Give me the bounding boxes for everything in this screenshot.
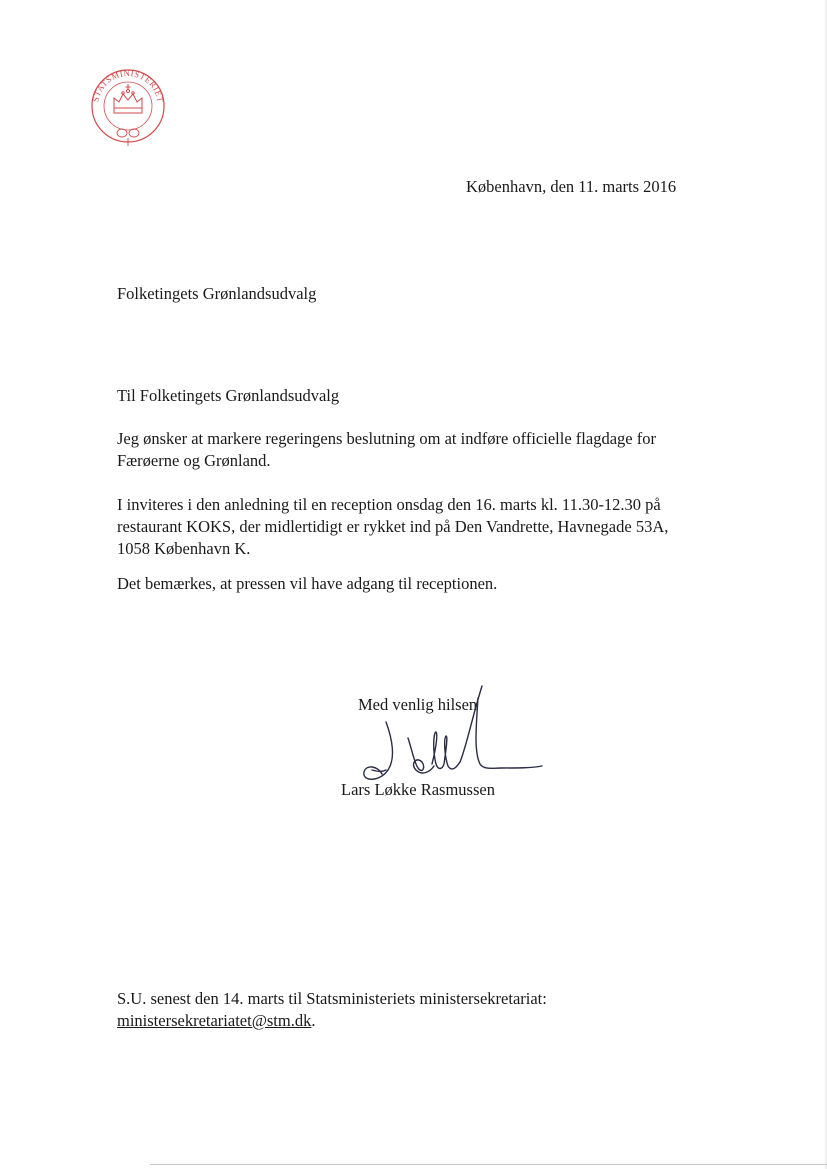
- recipient-name: Folketingets Grønlandsudvalg: [117, 284, 317, 303]
- reply-note-text: S.U. senest den 14. marts til Statsministeriets ministersekretariat:: [117, 989, 547, 1008]
- scan-edge: [150, 1164, 827, 1165]
- paragraph-line: Færøerne og Grønland.: [117, 451, 271, 470]
- closing-greeting: Med venlig hilsen: [358, 695, 478, 714]
- reply-email-link[interactable]: ministersekretariatet@stm.dk: [117, 1011, 312, 1030]
- seal-text: STATSMINISTERIET: [90, 67, 166, 104]
- crown-seal-icon: [84, 62, 172, 150]
- reply-email-line: [117, 1010, 547, 1032]
- paragraph-flagdays: [117, 428, 656, 472]
- paragraph-press: Det bemærkes, at pressen vil have adgang til receptionen.: [117, 574, 498, 593]
- paragraph-line: Jeg ønsker at markere regeringens beslutning om at indføre officielle flagdage for: [117, 429, 656, 448]
- signer-name: Lars Løkke Rasmussen: [341, 780, 495, 799]
- letter-date: København, den 11. marts 2016: [466, 177, 677, 196]
- paragraph-line: restaurant KOKS, der midlertidigt er rykket ind på Den Vandrette, Havnegade 53A,: [117, 517, 669, 536]
- salutation: Til Folketingets Grønlandsudvalg: [117, 386, 340, 405]
- reply-note: [117, 988, 547, 1032]
- paragraph-line: I inviteres i den anledning til en reception onsdag den 16. marts kl. 11.30-12.30 på: [117, 495, 661, 514]
- paragraph-line: 1058 København K.: [117, 539, 251, 558]
- paragraph-invitation: [117, 494, 668, 560]
- handwritten-signature: [352, 678, 552, 790]
- reply-email-suffix: .: [311, 1011, 316, 1030]
